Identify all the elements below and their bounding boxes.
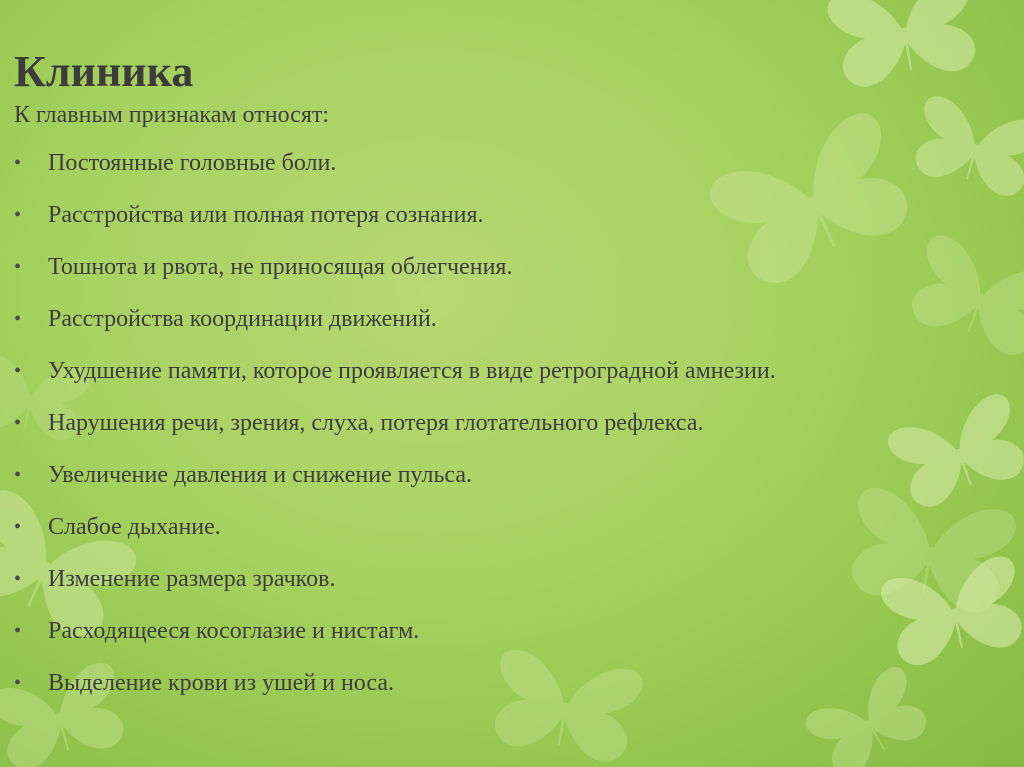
- slide-title: Клиника: [14, 47, 194, 96]
- bullet-icon: •: [14, 620, 22, 642]
- bullet-icon: •: [14, 516, 22, 538]
- list-item-text: Расходящееся косоглазие и нистагм.: [48, 618, 420, 644]
- bullet-icon: •: [14, 308, 22, 330]
- list-item: [0, 200, 1000, 230]
- bullet-icon: •: [14, 568, 22, 590]
- symptom-list: [0, 148, 1000, 720]
- bullet-icon: •: [14, 672, 22, 694]
- list-item: [0, 408, 1000, 438]
- list-item: [0, 564, 1000, 594]
- list-item-text: Расстройства координации движений.: [48, 306, 437, 332]
- list-item: [0, 148, 1000, 178]
- list-item-text: Тошнота и рвота, не приносящая облегчения.: [48, 254, 513, 280]
- list-item: [0, 252, 1000, 282]
- bullet-icon: •: [14, 256, 22, 278]
- list-item: [0, 356, 1000, 386]
- list-item-text: Выделение крови из ушей и носа.: [48, 670, 394, 696]
- list-item-text: Расстройства или полная потеря сознания.: [48, 202, 484, 228]
- list-item: [0, 512, 1000, 542]
- bullet-icon: •: [14, 152, 22, 174]
- list-item: [0, 460, 1000, 490]
- slide-lead-text: К главным признакам относят:: [14, 102, 330, 128]
- list-item-text: Постоянные головные боли.: [48, 150, 337, 176]
- list-item-text: Ухудшение памяти, которое проявляется в виде ретроградной амнезии.: [48, 358, 776, 384]
- list-item-text: Увеличение давления и снижение пульса.: [48, 462, 472, 488]
- list-item: [0, 304, 1000, 334]
- bullet-icon: •: [14, 464, 22, 486]
- list-item-text: Слабое дыхание.: [48, 514, 221, 540]
- list-item-text: Изменение размера зрачков.: [48, 566, 336, 592]
- list-item-text: Нарушения речи, зрения, слуха, потеря глотательного рефлекса.: [48, 410, 704, 436]
- bullet-icon: •: [14, 360, 22, 382]
- list-item: [0, 616, 1000, 646]
- bullet-icon: •: [14, 204, 22, 226]
- bullet-icon: •: [14, 412, 22, 434]
- list-item: [0, 668, 1000, 698]
